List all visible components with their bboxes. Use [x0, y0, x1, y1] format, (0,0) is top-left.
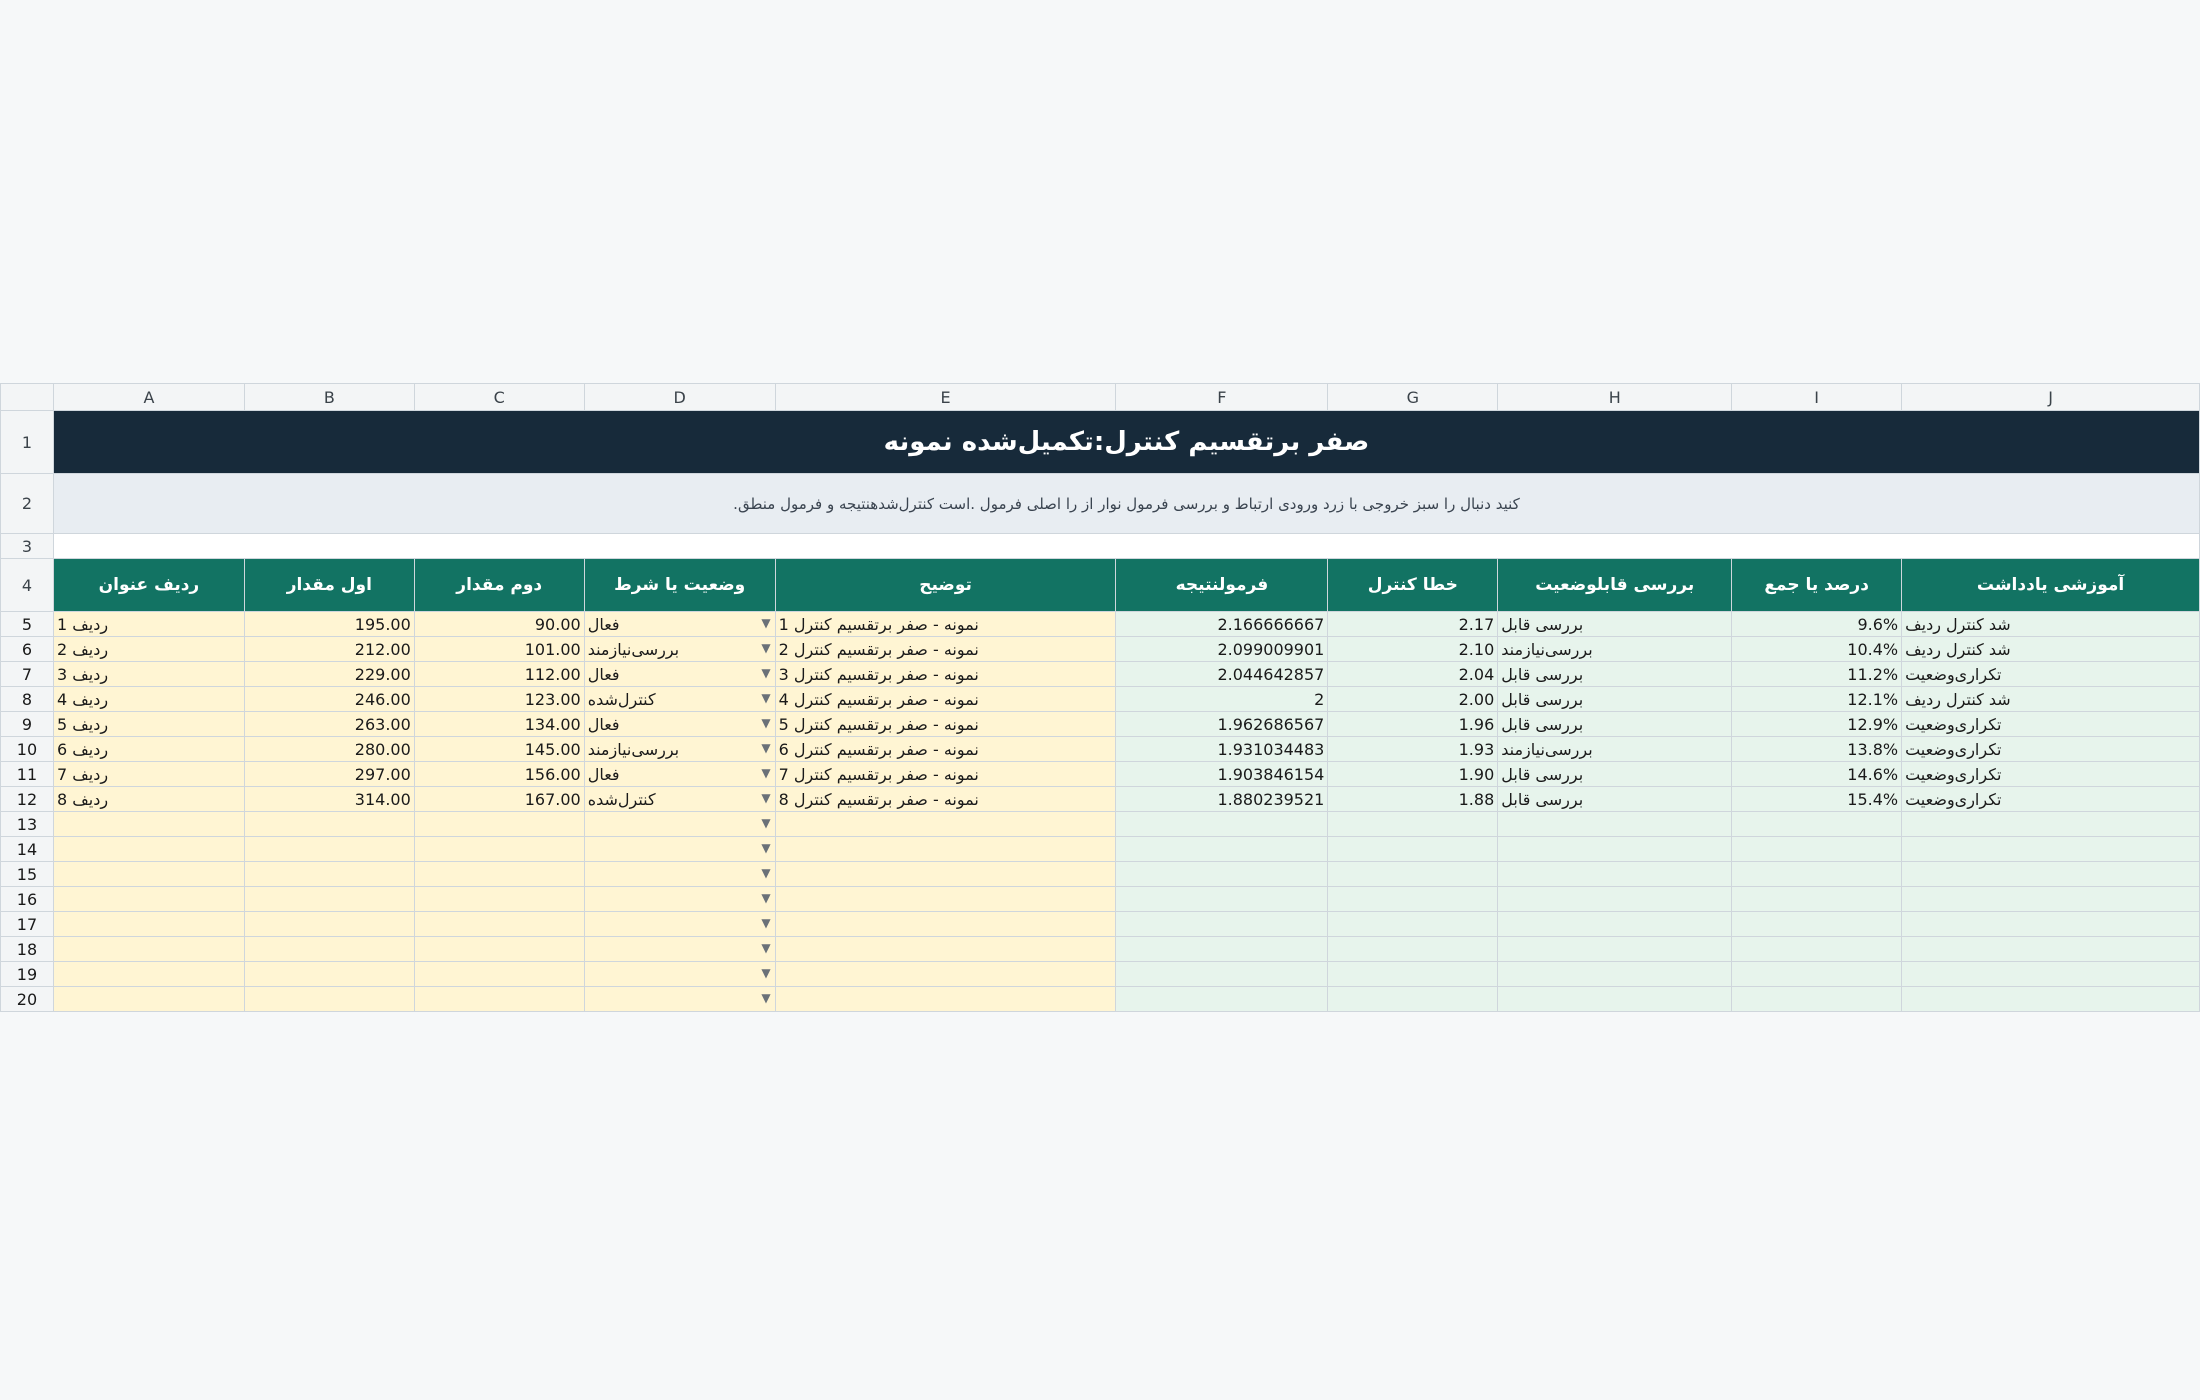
row-header[interactable]: 5: [1, 612, 54, 637]
value2-cell[interactable]: [414, 837, 584, 862]
table-row: [1, 912, 2200, 937]
status-dropdown[interactable]: [584, 662, 775, 687]
error-check-cell[interactable]: [1328, 912, 1498, 937]
table-row: [1, 937, 2200, 962]
teaching-note-cell[interactable]: شد کنترل ردیف: [1902, 637, 2200, 662]
spacer-row: [1, 534, 2200, 559]
label-cell[interactable]: 4 ردیف: [53, 687, 244, 712]
error-check-cell[interactable]: [1328, 987, 1498, 1012]
column-header-d[interactable]: D: [584, 384, 775, 411]
error-check-cell[interactable]: [1328, 962, 1498, 987]
value2-cell[interactable]: 145.00: [414, 737, 584, 762]
table-row: [1, 862, 2200, 887]
formula-result-cell[interactable]: [1116, 937, 1328, 962]
table-row: [1, 687, 2200, 712]
instruction-note[interactable]: .کنید دنبال را سبز خروجی با زرد ورودی ارتباط و بررسی فرمول نوار از را اصلی فرمول .است کنترل‌شدهنتیجه و فرمول منطق: [53, 474, 2199, 534]
table-row: [1, 612, 2200, 637]
description-cell[interactable]: 8 نمونه - صفر برتقسیم کنترل: [775, 787, 1116, 812]
error-check-cell[interactable]: 2.10: [1328, 637, 1498, 662]
label-cell[interactable]: [53, 837, 244, 862]
status-dropdown[interactable]: [584, 737, 775, 762]
dropdown-arrow-icon[interactable]: ▼: [761, 666, 771, 680]
row-header[interactable]: 10: [1, 737, 54, 762]
column-header-row: [1, 384, 2200, 411]
dropdown-arrow-icon[interactable]: ▼: [761, 891, 771, 905]
description-cell[interactable]: 2 نمونه - صفر برتقسیم کنترل: [775, 637, 1116, 662]
review-status-cell[interactable]: بررسی قابل: [1498, 712, 1732, 737]
status-dropdown[interactable]: [584, 987, 775, 1012]
status-dropdown[interactable]: [584, 612, 775, 637]
teaching-note-cell[interactable]: [1902, 962, 2200, 987]
header-cell[interactable]: ردیف عنوان: [53, 559, 244, 612]
header-cell[interactable]: اول مقدار: [244, 559, 414, 612]
error-check-cell[interactable]: 2.04: [1328, 662, 1498, 687]
status-value: کنترل‌شده: [587, 689, 656, 709]
label-cell[interactable]: 5 ردیف: [53, 712, 244, 737]
formula-result-cell[interactable]: 2.166666667: [1116, 612, 1328, 637]
row-header[interactable]: 14: [1, 837, 54, 862]
row-header[interactable]: 18: [1, 937, 54, 962]
value2-cell[interactable]: [414, 937, 584, 962]
row-header[interactable]: 13: [1, 812, 54, 837]
value1-cell[interactable]: 297.00: [244, 762, 414, 787]
value1-cell[interactable]: 263.00: [244, 712, 414, 737]
column-header-g[interactable]: G: [1328, 384, 1498, 411]
row-header[interactable]: 9: [1, 712, 54, 737]
error-check-cell[interactable]: [1328, 862, 1498, 887]
teaching-note-cell[interactable]: تکراری‌وضعیت: [1902, 737, 2200, 762]
review-status-cell[interactable]: [1498, 862, 1732, 887]
percent-cell[interactable]: [1732, 912, 1902, 937]
review-status-cell[interactable]: بررسی قابل: [1498, 687, 1732, 712]
percent-cell[interactable]: 12.1%: [1732, 687, 1902, 712]
value2-cell[interactable]: [414, 912, 584, 937]
value1-cell[interactable]: 280.00: [244, 737, 414, 762]
description-cell[interactable]: [775, 912, 1116, 937]
value2-cell[interactable]: 112.00: [414, 662, 584, 687]
error-check-cell[interactable]: [1328, 837, 1498, 862]
review-status-cell[interactable]: [1498, 962, 1732, 987]
value2-cell[interactable]: 156.00: [414, 762, 584, 787]
table-row: [1, 962, 2200, 987]
percent-cell[interactable]: 11.2%: [1732, 662, 1902, 687]
header-cell[interactable]: توضیح: [775, 559, 1116, 612]
dropdown-arrow-icon[interactable]: ▼: [761, 791, 771, 805]
value1-cell[interactable]: 195.00: [244, 612, 414, 637]
formula-result-cell[interactable]: [1116, 887, 1328, 912]
dropdown-arrow-icon[interactable]: ▼: [761, 616, 771, 630]
row-header[interactable]: 20: [1, 987, 54, 1012]
review-status-cell[interactable]: [1498, 912, 1732, 937]
formula-result-cell[interactable]: 2.099009901: [1116, 637, 1328, 662]
review-status-cell[interactable]: [1498, 987, 1732, 1012]
status-value: فعال: [587, 664, 620, 684]
value2-cell[interactable]: [414, 962, 584, 987]
error-check-cell[interactable]: [1328, 937, 1498, 962]
formula-result-cell[interactable]: [1116, 987, 1328, 1012]
dropdown-arrow-icon[interactable]: ▼: [761, 716, 771, 730]
table-row: [1, 812, 2200, 837]
formula-result-cell[interactable]: [1116, 862, 1328, 887]
table-row: [1, 662, 2200, 687]
error-check-cell[interactable]: 1.96: [1328, 712, 1498, 737]
status-dropdown[interactable]: [584, 812, 775, 837]
value1-cell[interactable]: 314.00: [244, 787, 414, 812]
percent-cell[interactable]: 14.6%: [1732, 762, 1902, 787]
status-value: فعال: [587, 764, 620, 784]
row-header[interactable]: 15: [1, 862, 54, 887]
percent-cell[interactable]: [1732, 937, 1902, 962]
percent-cell[interactable]: 9.6%: [1732, 612, 1902, 637]
column-header-i[interactable]: I: [1732, 384, 1902, 411]
value2-cell[interactable]: [414, 812, 584, 837]
column-header-f[interactable]: F: [1116, 384, 1328, 411]
status-dropdown[interactable]: [584, 762, 775, 787]
table-row: [1, 762, 2200, 787]
formula-result-cell[interactable]: 1.880239521: [1116, 787, 1328, 812]
dropdown-arrow-icon[interactable]: ▼: [761, 766, 771, 780]
spreadsheet-grid: [0, 383, 2200, 1012]
teaching-note-cell[interactable]: تکراری‌وضعیت: [1902, 712, 2200, 737]
value2-cell[interactable]: [414, 887, 584, 912]
label-cell[interactable]: 6 ردیف: [53, 737, 244, 762]
sheet-title[interactable]: صفر برتقسیم کنترل:تکمیل‌شده نمونه: [53, 411, 2199, 474]
teaching-note-cell[interactable]: [1902, 987, 2200, 1012]
percent-cell[interactable]: 15.4%: [1732, 787, 1902, 812]
status-value: فعال: [587, 614, 620, 634]
review-status-cell[interactable]: [1498, 837, 1732, 862]
review-status-cell[interactable]: بررسی قابل: [1498, 662, 1732, 687]
error-check-cell[interactable]: 1.90: [1328, 762, 1498, 787]
percent-cell[interactable]: 13.8%: [1732, 737, 1902, 762]
review-status-cell[interactable]: بررسی‌نیازمند: [1498, 737, 1732, 762]
error-check-cell[interactable]: 1.93: [1328, 737, 1498, 762]
label-cell[interactable]: 1 ردیف: [53, 612, 244, 637]
review-status-cell[interactable]: بررسی قابل: [1498, 762, 1732, 787]
value2-cell[interactable]: 123.00: [414, 687, 584, 712]
error-check-cell[interactable]: 2.00: [1328, 687, 1498, 712]
value2-cell[interactable]: 101.00: [414, 637, 584, 662]
percent-cell[interactable]: [1732, 812, 1902, 837]
percent-cell[interactable]: [1732, 837, 1902, 862]
formula-result-cell[interactable]: 2: [1116, 687, 1328, 712]
value1-cell[interactable]: [244, 962, 414, 987]
dropdown-arrow-icon[interactable]: ▼: [761, 941, 771, 955]
column-header-a[interactable]: A: [53, 384, 244, 411]
description-cell[interactable]: 1 نمونه - صفر برتقسیم کنترل: [775, 612, 1116, 637]
table-row: [1, 837, 2200, 862]
description-cell[interactable]: [775, 987, 1116, 1012]
value1-cell[interactable]: [244, 837, 414, 862]
teaching-note-cell[interactable]: [1902, 812, 2200, 837]
column-header-j[interactable]: J: [1902, 384, 2200, 411]
review-status-cell[interactable]: [1498, 887, 1732, 912]
label-cell[interactable]: 3 ردیف: [53, 662, 244, 687]
label-cell[interactable]: [53, 862, 244, 887]
value1-cell[interactable]: 212.00: [244, 637, 414, 662]
dropdown-arrow-icon[interactable]: ▼: [761, 841, 771, 855]
dropdown-arrow-icon[interactable]: ▼: [761, 866, 771, 880]
label-cell[interactable]: [53, 962, 244, 987]
dropdown-arrow-icon[interactable]: ▼: [761, 641, 771, 655]
error-check-cell[interactable]: 1.88: [1328, 787, 1498, 812]
value1-cell[interactable]: [244, 937, 414, 962]
status-dropdown[interactable]: [584, 837, 775, 862]
status-dropdown[interactable]: [584, 862, 775, 887]
formula-result-cell[interactable]: 1.903846154: [1116, 762, 1328, 787]
label-cell[interactable]: 2 ردیف: [53, 637, 244, 662]
description-cell[interactable]: [775, 862, 1116, 887]
label-cell[interactable]: [53, 812, 244, 837]
review-status-cell[interactable]: بررسی‌نیازمند: [1498, 637, 1732, 662]
formula-result-cell[interactable]: [1116, 912, 1328, 937]
status-dropdown[interactable]: [584, 787, 775, 812]
table-row: [1, 787, 2200, 812]
teaching-note-cell[interactable]: شد کنترل ردیف: [1902, 687, 2200, 712]
note-row: [1, 474, 2200, 534]
status-dropdown[interactable]: [584, 887, 775, 912]
description-cell[interactable]: [775, 962, 1116, 987]
row-header[interactable]: 2: [1, 474, 54, 534]
formula-result-cell[interactable]: 1.931034483: [1116, 737, 1328, 762]
teaching-note-cell[interactable]: [1902, 887, 2200, 912]
status-value: فعال: [587, 714, 620, 734]
label-cell[interactable]: [53, 987, 244, 1012]
column-header-b[interactable]: B: [244, 384, 414, 411]
row-header[interactable]: 17: [1, 912, 54, 937]
status-value: کنترل‌شده: [587, 789, 656, 809]
teaching-note-cell[interactable]: [1902, 912, 2200, 937]
column-header-c[interactable]: C: [414, 384, 584, 411]
description-cell[interactable]: [775, 887, 1116, 912]
teaching-note-cell[interactable]: [1902, 837, 2200, 862]
status-dropdown[interactable]: [584, 712, 775, 737]
error-check-cell[interactable]: 2.17: [1328, 612, 1498, 637]
status-dropdown[interactable]: [584, 937, 775, 962]
value1-cell[interactable]: [244, 912, 414, 937]
formula-result-cell[interactable]: [1116, 837, 1328, 862]
status-value: بررسی‌نیازمند: [587, 739, 680, 759]
row-header[interactable]: 8: [1, 687, 54, 712]
table-row: [1, 712, 2200, 737]
table-header-row: [1, 559, 2200, 612]
formula-result-cell[interactable]: 2.044642857: [1116, 662, 1328, 687]
teaching-note-cell[interactable]: [1902, 862, 2200, 887]
row-header[interactable]: 3: [1, 534, 54, 559]
row-header[interactable]: 7: [1, 662, 54, 687]
header-cell[interactable]: فرمولنتیجه: [1116, 559, 1328, 612]
row-header[interactable]: 11: [1, 762, 54, 787]
column-header-e[interactable]: E: [775, 384, 1116, 411]
row-header[interactable]: 6: [1, 637, 54, 662]
percent-cell[interactable]: [1732, 962, 1902, 987]
description-cell[interactable]: [775, 937, 1116, 962]
formula-result-cell[interactable]: [1116, 812, 1328, 837]
percent-cell[interactable]: [1732, 862, 1902, 887]
description-cell[interactable]: [775, 812, 1116, 837]
dropdown-arrow-icon[interactable]: ▼: [761, 691, 771, 705]
label-cell[interactable]: [53, 937, 244, 962]
teaching-note-cell[interactable]: شد کنترل ردیف: [1902, 612, 2200, 637]
error-check-cell[interactable]: [1328, 812, 1498, 837]
percent-cell[interactable]: 12.9%: [1732, 712, 1902, 737]
value2-cell[interactable]: [414, 987, 584, 1012]
title-row: [1, 411, 2200, 474]
review-status-cell[interactable]: بررسی قابل: [1498, 612, 1732, 637]
description-cell[interactable]: 7 نمونه - صفر برتقسیم کنترل: [775, 762, 1116, 787]
select-all-corner[interactable]: [1, 384, 54, 411]
status-dropdown[interactable]: [584, 637, 775, 662]
label-cell[interactable]: [53, 887, 244, 912]
value2-cell[interactable]: 134.00: [414, 712, 584, 737]
status-value: بررسی‌نیازمند: [587, 639, 680, 659]
row-header[interactable]: 12: [1, 787, 54, 812]
column-header-h[interactable]: H: [1498, 384, 1732, 411]
row-header[interactable]: 19: [1, 962, 54, 987]
row-header[interactable]: 16: [1, 887, 54, 912]
teaching-note-cell[interactable]: [1902, 937, 2200, 962]
review-status-cell[interactable]: [1498, 812, 1732, 837]
sheet-table: [0, 383, 2200, 1012]
teaching-note-cell[interactable]: تکراری‌وضعیت: [1902, 662, 2200, 687]
row-header[interactable]: 4: [1, 559, 54, 612]
status-dropdown[interactable]: [584, 687, 775, 712]
status-dropdown[interactable]: [584, 912, 775, 937]
percent-cell[interactable]: [1732, 887, 1902, 912]
dropdown-arrow-icon[interactable]: ▼: [761, 741, 771, 755]
table-row: [1, 987, 2200, 1012]
value1-cell[interactable]: [244, 812, 414, 837]
dropdown-arrow-icon[interactable]: ▼: [761, 816, 771, 830]
header-cell[interactable]: بررسی قابلوضعیت: [1498, 559, 1732, 612]
value1-cell[interactable]: [244, 887, 414, 912]
formula-result-cell[interactable]: 1.962686567: [1116, 712, 1328, 737]
header-cell[interactable]: خطا کنترل: [1328, 559, 1498, 612]
label-cell[interactable]: 8 ردیف: [53, 787, 244, 812]
percent-cell[interactable]: [1732, 987, 1902, 1012]
value1-cell[interactable]: 246.00: [244, 687, 414, 712]
value1-cell[interactable]: [244, 862, 414, 887]
label-cell[interactable]: [53, 912, 244, 937]
description-cell[interactable]: [775, 837, 1116, 862]
header-cell[interactable]: آموزشی یادداشت: [1902, 559, 2200, 612]
teaching-note-cell[interactable]: تکراری‌وضعیت: [1902, 787, 2200, 812]
dropdown-arrow-icon[interactable]: ▼: [761, 966, 771, 980]
status-dropdown[interactable]: [584, 962, 775, 987]
value2-cell[interactable]: [414, 862, 584, 887]
header-cell[interactable]: دوم مقدار: [414, 559, 584, 612]
formula-result-cell[interactable]: [1116, 962, 1328, 987]
empty-cell[interactable]: [53, 534, 2199, 559]
error-check-cell[interactable]: [1328, 887, 1498, 912]
header-cell[interactable]: درصد یا جمع: [1732, 559, 1902, 612]
value2-cell[interactable]: 167.00: [414, 787, 584, 812]
row-header[interactable]: 1: [1, 411, 54, 474]
percent-cell[interactable]: 10.4%: [1732, 637, 1902, 662]
dropdown-arrow-icon[interactable]: ▼: [761, 916, 771, 930]
label-cell[interactable]: 7 ردیف: [53, 762, 244, 787]
table-row: [1, 887, 2200, 912]
value1-cell[interactable]: 229.00: [244, 662, 414, 687]
table-row: [1, 637, 2200, 662]
table-row: [1, 737, 2200, 762]
review-status-cell[interactable]: بررسی قابل: [1498, 787, 1732, 812]
review-status-cell[interactable]: [1498, 937, 1732, 962]
value1-cell[interactable]: [244, 987, 414, 1012]
header-cell[interactable]: وضعیت یا شرط: [584, 559, 775, 612]
description-cell[interactable]: 4 نمونه - صفر برتقسیم کنترل: [775, 687, 1116, 712]
description-cell[interactable]: 3 نمونه - صفر برتقسیم کنترل: [775, 662, 1116, 687]
dropdown-arrow-icon[interactable]: ▼: [761, 991, 771, 1005]
description-cell[interactable]: 5 نمونه - صفر برتقسیم کنترل: [775, 712, 1116, 737]
description-cell[interactable]: 6 نمونه - صفر برتقسیم کنترل: [775, 737, 1116, 762]
teaching-note-cell[interactable]: تکراری‌وضعیت: [1902, 762, 2200, 787]
value2-cell[interactable]: 90.00: [414, 612, 584, 637]
